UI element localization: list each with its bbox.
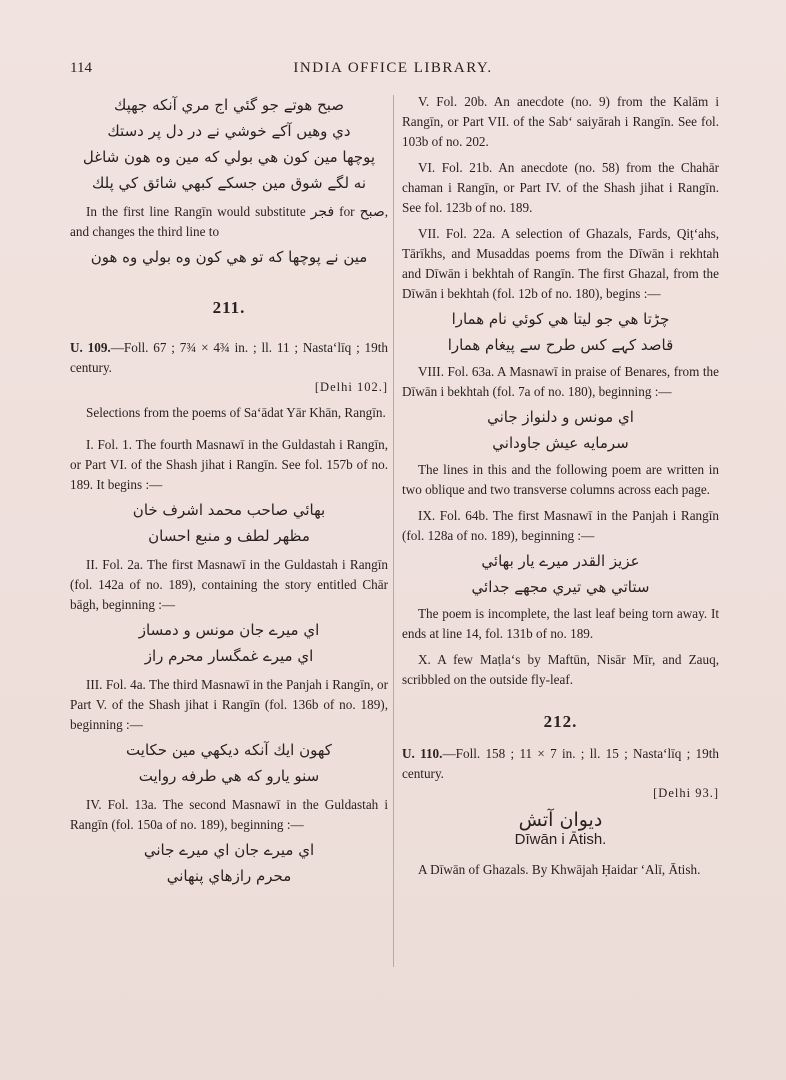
entry-ref-212: [Delhi 93.] (653, 786, 719, 800)
urdu-verse-opening (70, 92, 388, 196)
verse-line: نه لگے شوق مين جسكے كبهي شائق كي پلك (92, 174, 366, 192)
running-head: INDIA OFFICE LIBRARY. (293, 60, 493, 76)
page-number: 114 (70, 60, 92, 76)
item-iii: III. Fol. 4a. The third Masnawī in the Panjah i Rangīn, or Part V. of the Shash jihat i Rangīn (fol. 136b of no. 189), beginning :— (70, 677, 388, 732)
item-ii: II. Fol. 2a. The first Masnawī in the Guldastah i Rangīn (fol. 142a of no. 189), containing the story entitled Chār bāgh, beginning :— (70, 557, 388, 612)
urdu-verse-ix: عزيز القدر ميرے يار بهائي ستاتي هي تيري مجهے جدائي (471, 552, 650, 596)
verse-line: پوچها مين كون هي بولي كه مين وه هون شاغل (82, 148, 376, 166)
urdu-verse-viii: اي مونس و دلنواز جاني سرمايه عيش جاوداني (487, 408, 634, 452)
right-column (402, 92, 719, 880)
variant-note: In the first line Rangīn would substitute فجر for صبح, and changes the third line to (70, 204, 389, 239)
left-column (70, 92, 388, 893)
entry-desc-211: Selections from the poems of Sa‘ādat Yār Khān, Rangīn. (86, 405, 386, 420)
urdu-verse-i: بهائي صاحب محمد اشرف خان مظهر لطف و منبع احسان (132, 501, 326, 545)
entry-meta-211: U. 109.—Foll. 67 ; 7¾ × 4¾ in. ; ll. 11 ; Nasta‘līq ; 19th century. (70, 340, 388, 375)
verse-line: دي وهيں آکے خوشي نے در دل پر دستك (107, 122, 351, 140)
item-i: I. Fol. 1. The fourth Masnawī in the Guldastah i Rangīn, or Part VI. of the Shash jihat i Rangīn. See fol. 157b of no. 189. It begins :— (70, 437, 388, 492)
urdu-verse-ii: اي ميرے جان مونس و دمساز اي ميرے غمگسار محرم راز (138, 621, 320, 665)
item-viii: VIII. Fol. 63a. A Masnawī in praise of Benares, from the Dīwān i bekhtah (fol. 7a of no. 180), beginning :— (402, 364, 719, 399)
work-title: Dīwān i Ātish. (514, 831, 607, 848)
entry-number-211: 211. (212, 298, 246, 317)
item-ix: IX. Fol. 64b. The first Masnawī in the Panjah i Rangīn (fol. 128a of no. 189), beginning :— (402, 508, 719, 543)
urdu-variant-line: مين نے پوچها كه تو هي كون وه بولي وه هون (90, 248, 368, 266)
entry-ref-211: [Delhi 102.] (314, 380, 388, 394)
item-iv: IV. Fol. 13a. The second Masnawī in the Guldastah i Rangīn (fol. 150a of no. 189), beginning :— (70, 797, 388, 832)
item-v: V. Fol. 20b. An anecdote (no. 9) from the Kalām i Rangīn, or Part VII. of the Sab‘ saiyārah i Rangīn. See fol. 103b of no. 202. (402, 94, 719, 149)
note-viii: The lines in this and the following poem are written in two oblique and two transverse columns across each page. (402, 462, 719, 497)
urdu-verse-iv: اي ميرے جان اي ميرے جاني محرم رازهاي پنهاني (143, 841, 315, 885)
item-vi: VI. Fol. 21b. An anecdote (no. 58) from the Chahār chaman i Rangīn, or Part IV. of the Shash jihat i Rangīn. See fol. 123b of no. 189. (402, 160, 719, 215)
work-title-urdu: ديوان آتش (518, 809, 603, 831)
entry-number-212: 212. (543, 712, 578, 731)
item-x: X. A few Maṭla‘s by Maftūn, Nisār Mīr, and Zauq, scribbled on the outside fly-leaf. (402, 652, 719, 687)
item-vii: VII. Fol. 22a. A selection of Ghazals, Fards, Qiṭ‘ahs, Tārīkhs, and Musaddas poems from the Dīwān i rekhtah and Dīwān i bekhtah of Rangīn. The first Ghazal, from the Dīwān i bekhtah (fol. 12b of no. 180), begins :— (402, 226, 719, 301)
entry-meta-212: U. 110.—Foll. 158 ; 11 × 7 in. ; ll. 15 ; Nasta‘līq ; 19th century. (402, 746, 720, 781)
page-header (0, 58, 786, 82)
entry-desc-212: A Dīwān of Ghazals. By Khwājah Ḥaidar ‘Alī, Ātish. (418, 862, 701, 877)
column-divider (393, 95, 394, 967)
note-ix: The poem is incomplete, the last leaf being torn away. It ends at line 14, fol. 131b of no. 189. (402, 606, 719, 641)
urdu-verse-vii: چڑتا هي جو ليتا هي كوئي نام همارا قاصد كہے كس طرح سے پيغام همارا (447, 310, 674, 354)
verse-line: صبح هوتے جو گئي اج مري آنكه جهپك (113, 96, 345, 114)
urdu-verse-iii: كهون ايك آنكه ديكهي مين حكايت سنو يارو كه هي طرفه روايت (126, 741, 332, 785)
